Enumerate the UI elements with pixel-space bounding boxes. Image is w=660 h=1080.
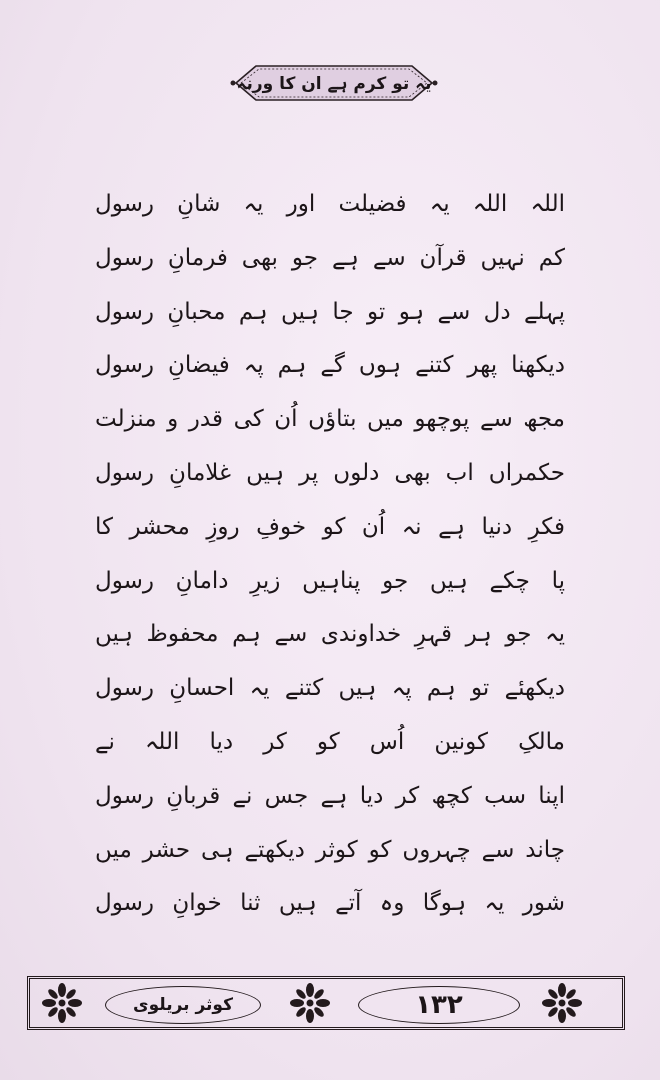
flower-icon	[288, 981, 332, 1025]
verse-line: دیکھنا پھر کتنے ہوں گے ہم پہ فیضانِ رسول	[95, 352, 565, 379]
page-footer	[27, 976, 625, 1030]
verse-line: چاند سے چہروں کو کوثر دیکھتے ہی حشر میں	[95, 836, 565, 863]
flower-icon	[540, 981, 584, 1025]
verse-line: دیکھئے تو ہم پہ ہیں کتنے یہ احسانِ رسول	[95, 675, 565, 702]
verse-line: حکمراں اب بھی دلوں پر ہیں غلامانِ رسول	[95, 459, 565, 486]
verse-line: یہ جو ہر قہرِ خداوندی سے ہم محفوظ ہیں	[95, 621, 565, 648]
flower-icon	[40, 981, 84, 1025]
verse-line: مجھ سے پوچھو میں بتاؤں اُن کی قدر و منزلت	[95, 406, 565, 433]
header-ornament	[230, 60, 438, 106]
verse-line: اپنا سب کچھ کر دیا ہے جس نے قربانِ رسول	[95, 782, 565, 809]
chapter-title: یہ تو کرم ہے ان کا ورنہ	[236, 73, 432, 94]
verse-line: مالکِ کونین اُس کو کر دیا اللہ نے	[95, 728, 565, 755]
verse-line: پہلے دل سے ہو تو جا ہیں ہم محبانِ رسول	[95, 298, 565, 325]
verse-line: پا چکے ہیں جو پناہیں زیرِ دامانِ رسول	[95, 567, 565, 594]
author-name: کوثر بریلوی	[105, 986, 261, 1024]
verse-line: اللہ اللہ یہ فضیلت اور یہ شانِ رسول	[95, 191, 565, 217]
poem-body	[95, 178, 565, 931]
verse-line: کم نہیں قرآن سے ہے جو بھی فرمانِ رسول	[95, 244, 565, 271]
verse-line: شور یہ ہوگا وہ آتے ہیں ثنا خوانِ رسول	[95, 890, 565, 917]
verse-line: فکرِ دنیا ہے نہ اُن کو خوفِ روزِ محشر کا	[95, 513, 565, 540]
page-number: ۱۳۲	[358, 986, 520, 1024]
